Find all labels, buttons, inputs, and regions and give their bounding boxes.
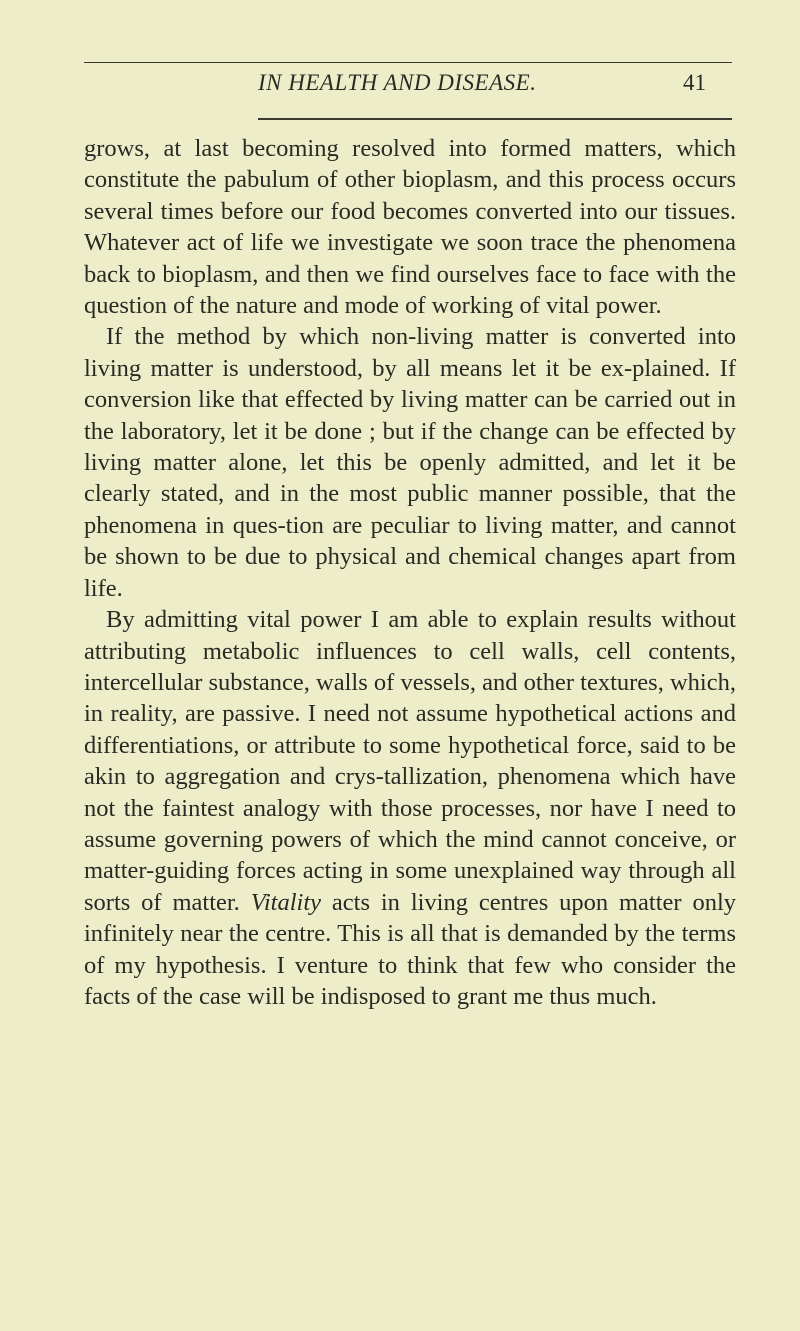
header-bottom-rule	[258, 118, 732, 120]
body-text	[84, 133, 736, 1012]
paragraph-3	[84, 604, 736, 1012]
paragraph-3-text-before: By admitting vital power I am able to explain results without attributing metabolic influences to cell walls, cell contents, intercellular substance, walls of vessels, and other textures, which, in reality, are passive. I need not assume hypothetical actions and differentiations, or attribute to some hypothetical force, said to be akin to aggregation and crys-tallization, phenomena which have not the faintest analogy with those processes, nor have I need to assume governing powers of which the mind cannot conceive, or matter-guiding forces acting in some unexplained way through all sorts of matter.	[84, 606, 736, 916]
running-head: IN HEALTH AND DISEASE.	[258, 70, 537, 95]
paragraph-3-text-after: acts in living centres upon matter only infinitely near the centre. This is all that is demanded by the terms of my hypothesis. I venture to think that few who consider the facts of the case will be indisposed to grant me thus much.	[84, 888, 737, 1010]
italic-term-vitality: Vitality	[250, 888, 322, 916]
paragraph-1: grows, at last becoming resolved into formed matters, which constitute the pabulum of other bioplasm, and this process occurs several times before our food becomes converted into our tissues. Whatever act of life we investigate we soon trace the phenomena back to bioplasm, and then we find ourselves face to face with the question of the nature and mode of working of vital power.	[84, 135, 736, 320]
header-top-rule	[84, 62, 732, 63]
paragraph-2: If the method by which non-living matter is converted into living matter is understood, by all means let it be ex-plained. If conversion like that effected by living matter can be carried out in the laboratory, let it be done ; but if the change can be effected by living matter alone, let this be openly admitted, and let it be clearly stated, and in the most public manner possible, that the phenomena in ques-tion are peculiar to living matter, and cannot be shown to be due to physical and chemical changes apart from life.	[84, 323, 736, 602]
page-number: 41	[683, 70, 706, 95]
